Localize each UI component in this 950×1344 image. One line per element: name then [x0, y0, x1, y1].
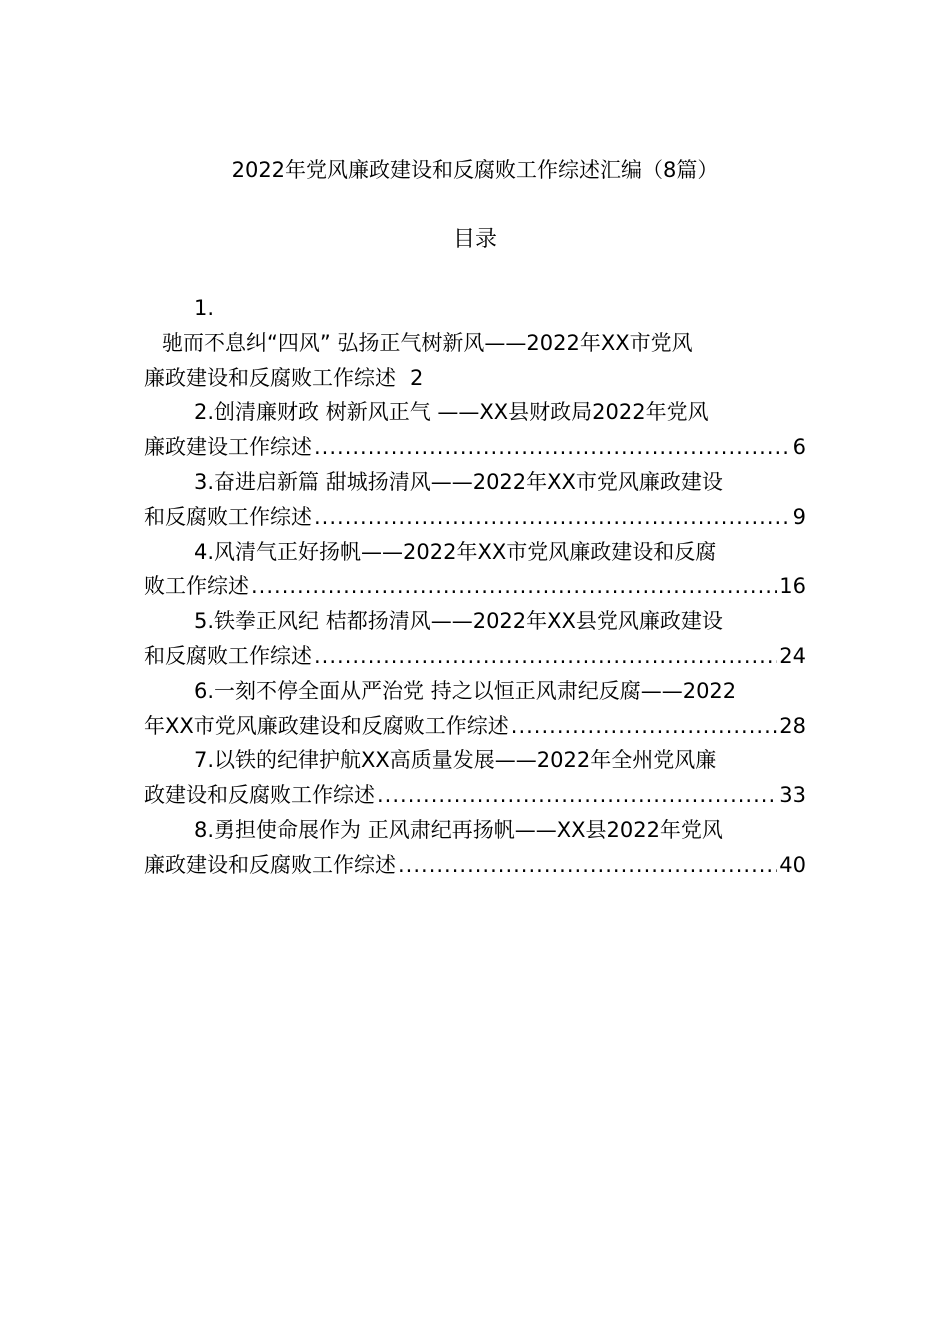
toc-entry-title-line2: [144, 430, 806, 465]
toc-entry-title-line1: 2.创清廉财政 树新风正气 ——XX县财政局2022年党风: [194, 400, 709, 425]
toc-entry-page-number: 2: [410, 365, 424, 390]
toc-leader-dots: [377, 778, 777, 813]
toc-entry-title-line2: [144, 709, 806, 744]
toc-entry-title-line2-text: 和反腐败工作综述: [144, 643, 312, 668]
toc-entry-title-line1: 6.一刻不停全面从严治党 持之以恒正风肃纪反腐——2022: [194, 678, 737, 703]
toc-entry-1[interactable]: [144, 291, 806, 395]
toc-entry-5[interactable]: [144, 604, 806, 674]
toc-leader-dots: [314, 500, 791, 535]
toc-entry-page-number: 40: [779, 852, 806, 877]
toc-entry-title-line2: [144, 778, 806, 813]
toc-heading: 目录: [452, 227, 497, 252]
toc-entry-4[interactable]: [144, 535, 806, 605]
toc-leader-dots: [511, 709, 777, 744]
toc-leader-dots: [251, 569, 777, 604]
toc-entry-title-line2-text: 廉政建设和反腐败工作综述: [144, 852, 396, 877]
toc-entry-3[interactable]: [144, 465, 806, 535]
toc-entry-page-number: 33: [779, 783, 806, 808]
toc-entry-page-number: 6: [792, 435, 806, 460]
toc-entry-7[interactable]: [144, 743, 806, 813]
toc-entry-title-line2: [144, 500, 806, 535]
toc-entry-title-line1: 驰而不息纠“四风” 弘扬正气树新风——2022年XX市党风: [162, 330, 693, 355]
toc-entry-8[interactable]: [144, 813, 806, 883]
toc-entry-title-line2-text: 廉政建设和反腐败工作综述: [144, 365, 396, 390]
toc-entry-page-number: 16: [779, 574, 806, 599]
toc-entry-title-line1: 4.风清气正好扬帆——2022年XX市党风廉政建设和反腐: [194, 539, 717, 564]
toc-entry-6[interactable]: [144, 674, 806, 744]
toc-entry-page-number: 28: [779, 713, 806, 738]
toc-leader-dots: [314, 430, 791, 465]
toc-entry-page-number: 9: [792, 504, 806, 529]
toc-entry-title-line2: [144, 569, 806, 604]
toc-entry-title-line2-text: 廉政建设工作综述: [144, 435, 312, 460]
toc-entry-page-number: 24: [779, 643, 806, 668]
toc-entry-title-line1: 7.以铁的纪律护航XX高质量发展——2022年全州党风廉: [194, 748, 717, 773]
toc-entry-title-line2-text: 和反腐败工作综述: [144, 504, 312, 529]
toc-entry-title-line1: 8.勇担使命展作为 正风肃纪再扬帆——XX县2022年党风: [194, 817, 723, 842]
toc-entry-number: 1.: [194, 296, 215, 320]
toc-entry-title-line2-text: 败工作综述: [144, 574, 249, 599]
toc-entry-title-line1: 5.铁拳正风纪 桔都扬清风——2022年XX县党风廉政建设: [194, 609, 723, 634]
toc-entry-title-line2: [144, 848, 806, 883]
table-of-contents: [144, 291, 806, 883]
toc-entry-title-line2: [144, 639, 806, 674]
toc-entry-title-line2-text: 政建设和反腐败工作综述: [144, 783, 375, 808]
toc-entry-2[interactable]: [144, 395, 806, 465]
toc-leader-dots: [314, 639, 777, 674]
toc-entry-title-line2-text: 年XX市党风廉政建设和反腐败工作综述: [144, 713, 509, 738]
toc-entry-title-line2: [144, 361, 806, 396]
document-title: 2022年党风廉政建设和反腐败工作综述汇编（8篇）: [231, 158, 719, 182]
toc-entry-title-line1: 3.奋进启新篇 甜城扬清风——2022年XX市党风廉政建设: [194, 469, 723, 494]
toc-leader-dots: [398, 848, 777, 883]
